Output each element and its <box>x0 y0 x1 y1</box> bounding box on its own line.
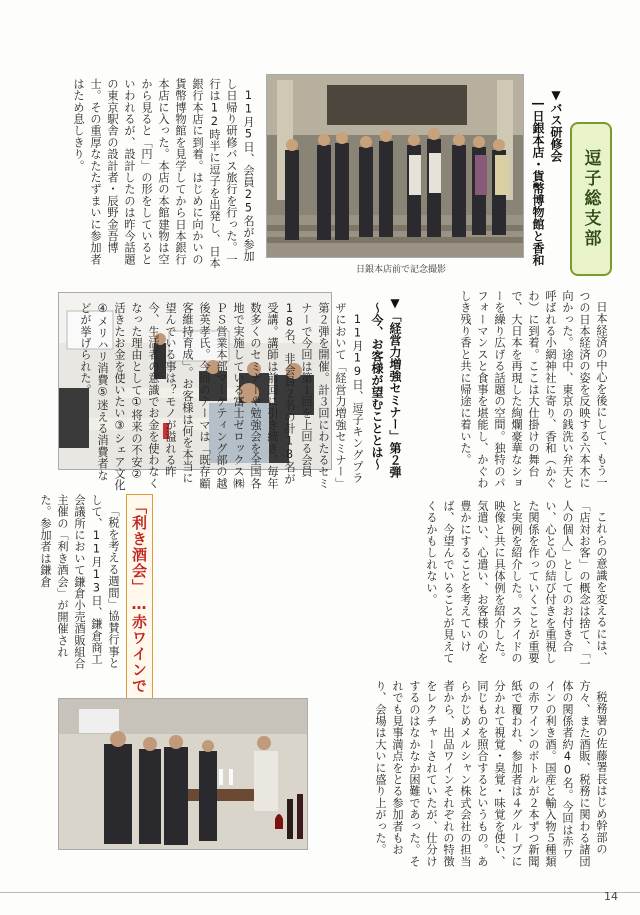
photo-group-bank <box>266 74 524 258</box>
article2-body-a: 11月19日、逗子キングプラザにおいて「経営力増強セミナー」第２弾を開催。計３回にわたるセミナーで今回は第１回を上回る会員18名、非会員２名の計18名が受講。講師は前回に引き続き、毎年数多くのセミナーや勉強会を全国各地で実施している富士ゼロックス㈱ＰＳ営業本部マーケティング部の越後英孝氏。今回のテーマは「既存顧客維持育成」。お客様は何を本当に望んでいる事は？モノが溢れる昨今、生活者の意識でお金を使わなくなった理由として①将来の不安②活きたお金を使いたい③シェア文化④メリハリ消費⑤迷える消費者などが挙げられた。 <box>79 302 364 491</box>
page-number: 14 <box>604 890 618 903</box>
article2-subheading: ～今、お客様が望むこととは～ <box>370 302 384 470</box>
article1-body-b: 日本経済の中心を後にして、もう一つの日本経済の姿を反映する六本木に向かった。途中、東京の銭洗い弁天と呼ばれる小網神社に寄り、香和（かぐわ）に到着。ここは大仕掛けの舞台で、大日本を再現した絢爛豪華なショーを繰り広げる話題の空間。独特のパフォーマンスと食事を堪能し、かぐわしき残り香と共に帰途に着いた。 <box>459 290 608 489</box>
photo1-caption: 日銀本店前で記念撮影 <box>356 265 447 275</box>
article3-title: 「利き酒会」…赤ワインで <box>126 494 153 699</box>
article2-heading: ▼「経営力増強セミナー」第２弾 <box>388 296 402 478</box>
article1-subheading: ―日銀本店・貨幣博物館と香和 <box>531 96 545 266</box>
article2-body-b: これらの意識を変えるには、「店対お客」の概念は捨て、「一人の個人」としてのお付き合い、心と心の結び付きを重視した関係を作っていくことが重要と実例を紹介した。スライドの映像と共に具体例を紹介した。気遣い、心遣い、お客様の心を豊かにすることを考えていけば、今望んでいることが見えてくるかもしれない。 <box>425 500 608 670</box>
wine-photo-image <box>59 699 307 849</box>
article3-body-a: 「税を考える週間」協賛行事として、11月13日、鎌倉商工会議所において鎌倉小売酒販組合主催の「利き酒会」が開催された。参加者は鎌倉 <box>39 494 120 670</box>
article1-body-a: 11月5日、会員25名が参加し日帰り研修バス旅行を行った。一行は12時半に逗子を出発し、日本銀行本店に到着。はじめに向かいの貨幣博物館を見学してから日本銀行本店に入った。本店の本館建物は空から見ると「円」の形をしているといわれるが、設計したのは昨今話題の東京駅舎の設計者・辰野金吾博士。その重厚なたたずまいに参加者はため息しきり。 <box>72 78 255 269</box>
article1-heading: ▼バス研修会 <box>549 88 563 162</box>
article3-body-b: 税務署の佐藤署長はじめ幹部の方々、また酒販、税務に関わる諸団体の関係者約40名。今回は赤ワインの利き酒。国産と輸入物５種類の赤ワインのボトルが２本ずつ新聞紙で覆われ、参加者は４グループに分かれて視覚・臭覚・味覚を使い、同じものを照合するというもの。あらかじめメルシャン株式会社の担当者から、出品ワインそれぞれの特徴をレクチャーされていたが、仕分けするのはなかなか困難であった。それでも見事満点をとる参加者もおり、会場は大いに盛り上がった。 <box>374 680 608 868</box>
footer-rule <box>0 892 640 907</box>
group-photo-image <box>267 75 523 257</box>
branch-badge: 逗子総支部 <box>570 122 612 276</box>
photo-wine-tasting <box>58 698 308 850</box>
